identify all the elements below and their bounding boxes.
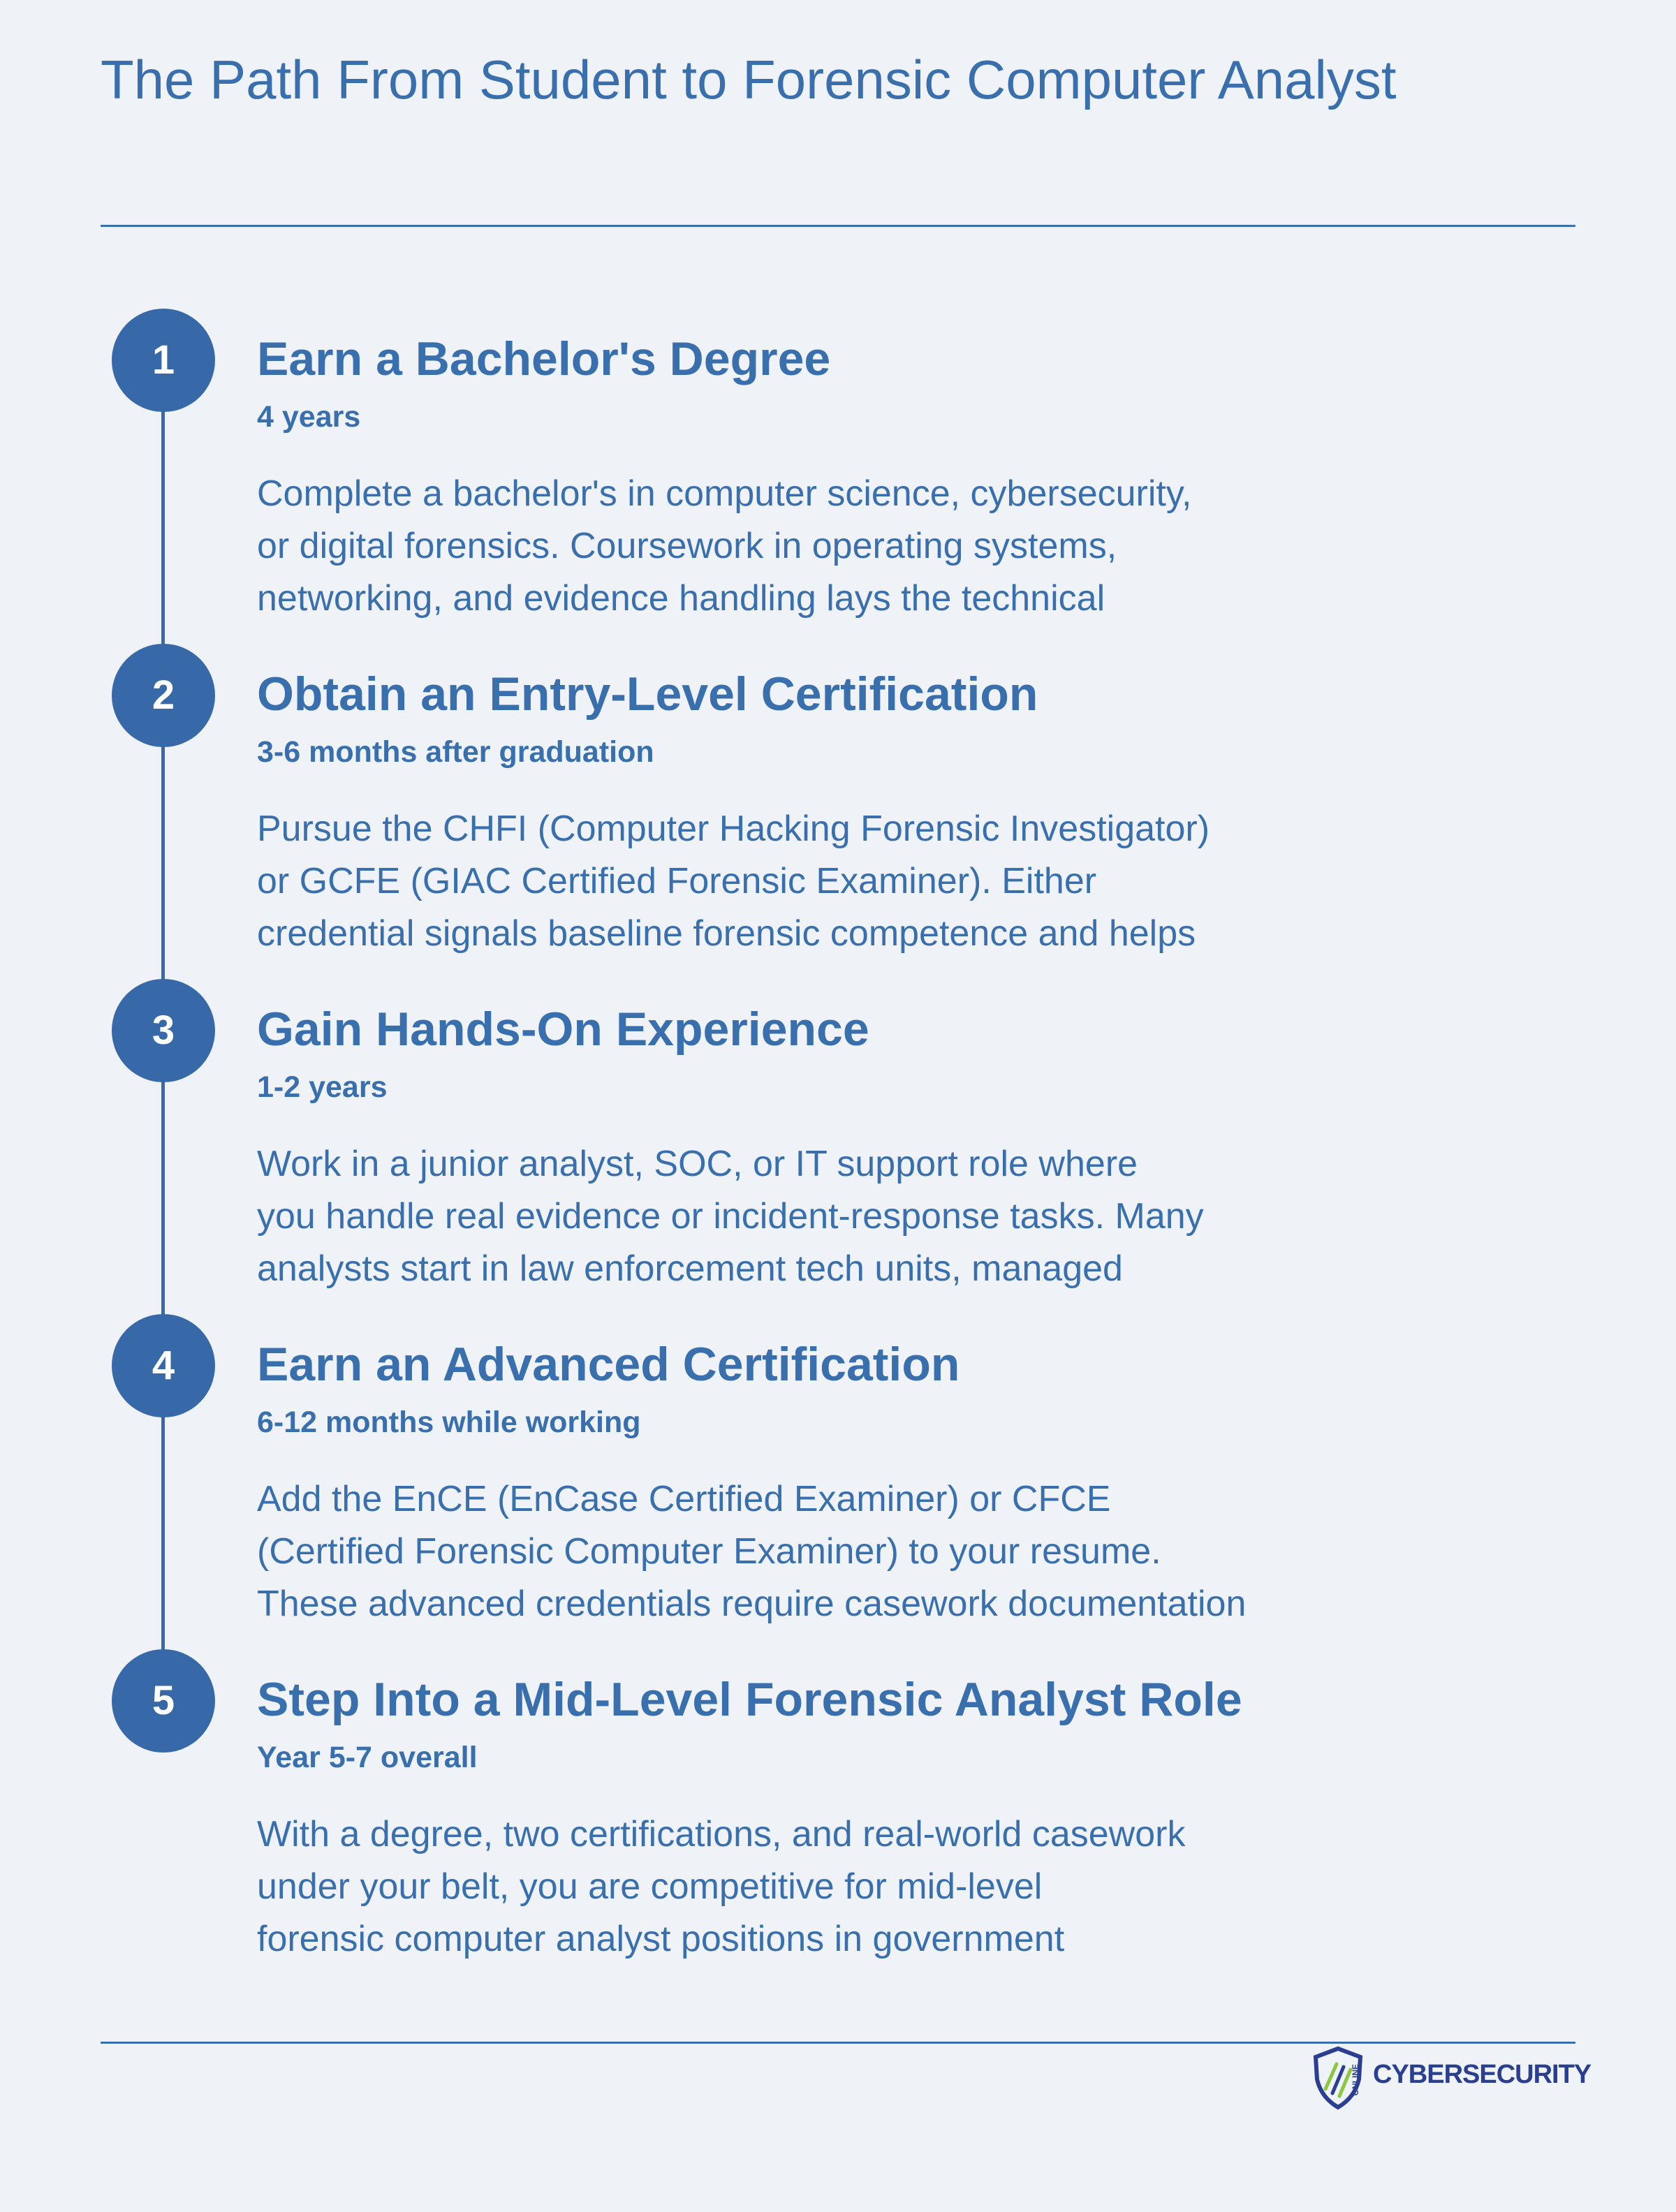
step-description-line: With a degree, two certifications, and real-world casework — [257, 1814, 1186, 1855]
step-description-line: Work in a junior analyst, SOC, or IT support role where — [257, 1144, 1138, 1184]
step-duration: 1-2 years — [257, 1070, 388, 1104]
step-duration: 3-6 months after graduation — [257, 735, 654, 769]
step-title: Step Into a Mid-Level Forensic Analyst Role — [257, 1673, 1242, 1726]
step-duration: 6-12 months while working — [257, 1406, 641, 1439]
step-description-line: (Certified Forensic Computer Examiner) to your resume. — [257, 1531, 1161, 1572]
step-number-badge: 1 — [112, 309, 215, 412]
step-description-line: Add the EnCE (EnCase Certified Examiner) or CFCE — [257, 1479, 1111, 1519]
step-duration: 4 years — [257, 400, 361, 434]
step-description — [257, 1808, 1388, 1966]
step-description — [257, 803, 1388, 960]
step-number-badge: 3 — [112, 979, 215, 1082]
title-divider — [101, 225, 1575, 227]
step-description-line: Complete a bachelor's in computer science, cybersecurity, — [257, 473, 1192, 514]
step-number-badge: 5 — [112, 1649, 215, 1753]
step-number-badge: 2 — [112, 644, 215, 747]
step-description-line: networking, and evidence handling lays the technical — [257, 578, 1105, 619]
step-description-line: These advanced credentials require casework documentation — [257, 1584, 1247, 1624]
step-description-line: analysts start in law enforcement tech units, managed — [257, 1248, 1123, 1289]
brand-logo — [1310, 2029, 1592, 2113]
step-description — [257, 1473, 1388, 1630]
step-description-line: forensic computer analyst positions in government — [257, 1919, 1065, 1959]
step-title: Obtain an Entry-Level Certification — [257, 668, 1038, 721]
step-duration: Year 5-7 overall — [257, 1741, 478, 1774]
step-title: Earn a Bachelor's Degree — [257, 332, 831, 385]
step-description-line: credential signals baseline forensic competence and helps — [257, 913, 1196, 954]
step-number-badge: 4 — [112, 1314, 215, 1417]
step-description — [257, 1138, 1388, 1295]
step-title: Earn an Advanced Certification — [257, 1338, 960, 1391]
step-title: Gain Hands-On Experience — [257, 1003, 869, 1056]
step-description-line: or GCFE (GIAC Certified Forensic Examiner). Either — [257, 861, 1097, 901]
step-description — [257, 468, 1388, 625]
step-description-line: you handle real evidence or incident-response tasks. Many — [257, 1196, 1204, 1237]
step-description-line: or digital forensics. Coursework in operating systems, — [257, 526, 1117, 566]
page-title: The Path From Student to Forensic Computer Analyst — [101, 49, 1397, 110]
logo-brand-text: CYBERSECURITY — [1373, 2060, 1592, 2089]
logo-small-text: ONLINE — [1351, 2064, 1360, 2096]
step-description-line: Pursue the CHFI (Computer Hacking Forensic Investigator) — [257, 809, 1210, 849]
step-description-line: under your belt, you are competitive for mid-level — [257, 1866, 1043, 1907]
